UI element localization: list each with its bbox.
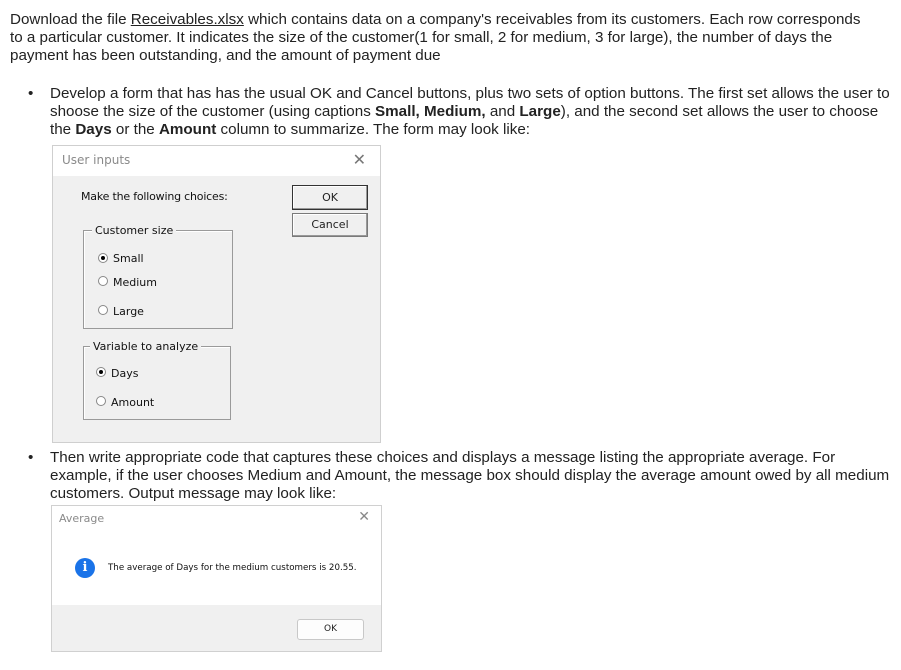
dialog-titlebar: [53, 146, 380, 176]
ok-button[interactable]: OK: [292, 185, 368, 210]
msgbox-message: The average of Days for the medium customers is 20.55.: [108, 563, 357, 573]
msgbox-ok-button[interactable]: OK: [297, 619, 364, 640]
radio-small[interactable]: [98, 253, 108, 263]
radio-amount[interactable]: [96, 396, 106, 406]
cancel-button[interactable]: Cancel: [292, 213, 368, 237]
radio-large-label: Large: [113, 305, 144, 318]
close-icon[interactable]: ✕: [352, 150, 366, 169]
radio-amount-label: Amount: [111, 396, 155, 409]
user-inputs-dialog: [52, 145, 381, 443]
receivables-file-link[interactable]: Receivables.xlsx: [130, 11, 244, 28]
radio-medium-label: Medium: [113, 276, 157, 289]
close-icon[interactable]: ✕: [358, 509, 370, 525]
info-icon: i: [75, 558, 95, 578]
average-message-box: [51, 505, 382, 652]
instruction-label: Make the following choices:: [81, 190, 228, 203]
customer-size-legend: Customer size: [92, 224, 176, 237]
radio-days[interactable]: [96, 367, 106, 377]
bullet-dot: •: [28, 449, 34, 466]
radio-large[interactable]: [98, 305, 108, 315]
radio-days-label: Days: [111, 367, 139, 380]
intro-post: which contains data on a company's receivables from its customers. Each row corresponds to a particular customer. It indicates the size of the customer(1 for small, 2 for medium, 3 for large), the number of days the payment has been outstanding, and the amount of payment due: [10, 11, 861, 64]
msgbox-title: Average: [59, 512, 105, 525]
intro-paragraph: [10, 11, 870, 65]
bullet-dot: •: [28, 85, 34, 102]
variable-frame: [83, 346, 231, 420]
variable-legend: Variable to analyze: [90, 340, 201, 353]
radio-medium[interactable]: [98, 276, 108, 286]
bullet2-text: Then write appropriate code that captures these choices and displays a message listing the appropriate average. For example, if the user chooses Medium and Amount, the message box should display the average amount owed by all medium customers. Output message may look like:: [50, 449, 890, 502]
dialog-title: User inputs: [62, 153, 131, 167]
bullet1-text: Develop a form that has has the usual OK and Cancel buttons, plus two sets of option buttons. The first set allows the user to shoose the size of the customer (using captions Small, Medium, and Large), and the second set allows the user to choose the Days or the Amount column to summarize. The form may look like:: [50, 85, 890, 138]
intro-pre: Download the file: [10, 11, 131, 28]
radio-small-label: Small: [113, 252, 144, 265]
